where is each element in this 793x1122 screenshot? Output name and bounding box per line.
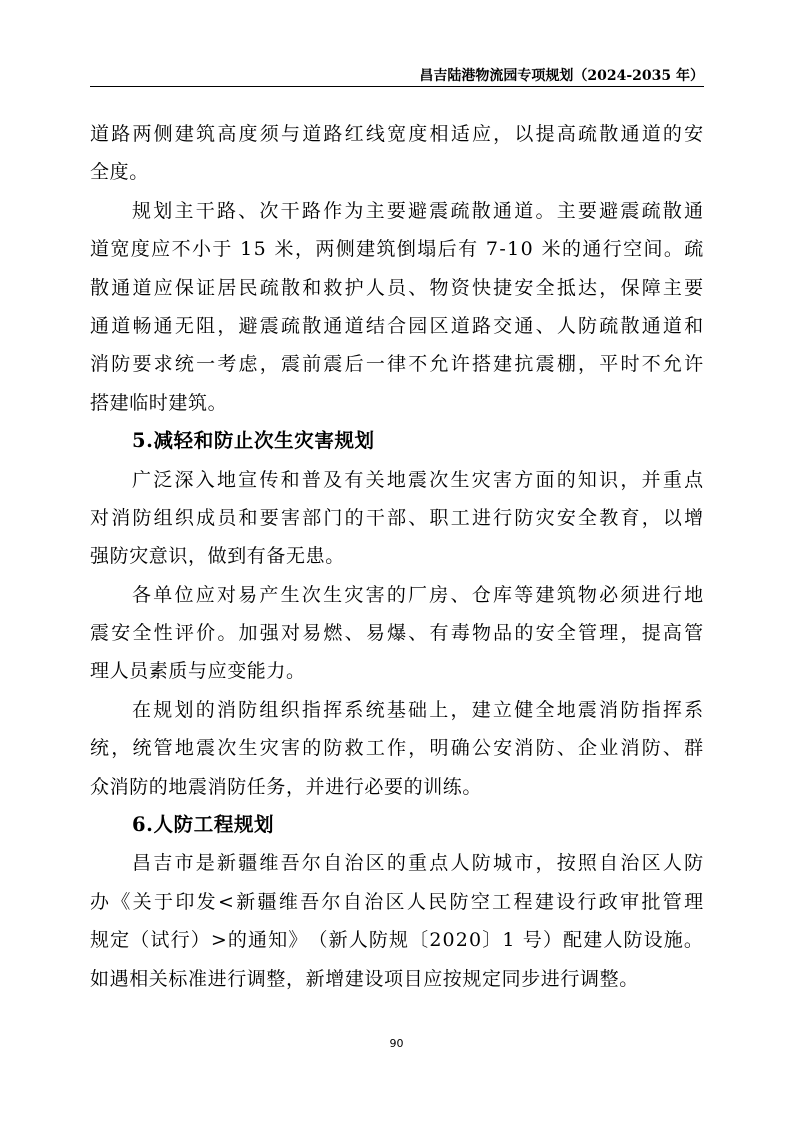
text-line: 震 安 全 性 评 价 。 加 强 对 易 燃 、 易 爆 、 有 毒 物 品 的 安 全 管 理 ， 提 高 管: [90, 622, 704, 645]
running-header: [90, 68, 704, 87]
text-line: 强防灾意识，做到有备无患。: [90, 545, 345, 568]
text-line: 理人员素质与应变能力。: [90, 660, 306, 683]
text-line: 办 《 关 于 印 发 < 新 疆 维 吾 尔 自 治 区 人 民 防 空 工 程 建 设 行 政 审 批 管 理: [90, 890, 704, 913]
text-line: 搭建临时建筑。: [90, 391, 228, 414]
text-line: 规 划 主 干 路 、 次 干 路 作 为 主 要 避 震 疏 散 通 道 。 主 要 避 震 疏 散 通: [132, 199, 704, 222]
text-line: 规 定 （ 试 行 ） > 的 通 知 》 （ 新 人 防 规 〔 2 0 2 0 〕 1 号 ） 配 建 人 防 设 施 。: [90, 929, 704, 952]
text-line: 昌 吉 市 是 新 疆 维 吾 尔 自 治 区 的 重 点 人 防 城 市 ， 按 照 自 治 区 人 防: [132, 852, 704, 875]
page-number: 90: [389, 1037, 404, 1050]
body-text: [90, 115, 704, 998]
section-heading: 5.减轻和防止次生灾害规划: [132, 429, 375, 453]
text-line: 散 通 道 应 保 证 居 民 疏 散 和 救 护 人 员 、 物 资 快 捷 安 全 抵 达 ， 保 障 主 要: [90, 276, 704, 299]
document-title: 昌吉陆港物流园专项规划（2024-2035 年）: [419, 68, 704, 84]
text-line: 各 单 位 应 对 易 产 生 次 生 灾 害 的 厂 房 、 仓 库 等 建 筑 物 必 须 进 行 地: [132, 583, 704, 606]
text-line: 在 规 划 的 消 防 组 织 指 挥 系 统 基 础 上 ， 建 立 健 全 地 震 消 防 指 挥 系: [132, 698, 704, 721]
text-line: 道 路 两 侧 建 筑 高 度 须 与 道 路 红 线 宽 度 相 适 应 ， 以 提 高 疏 散 通 道 的 安: [90, 123, 704, 145]
text-line: 消 防 要 求 统 一 考 虑 ， 震 前 震 后 一 律 不 允 许 搭 建 抗 震 棚 ， 平 时 不 允 许: [90, 353, 704, 376]
text-line: 统 ， 统 管 地 震 次 生 灾 害 的 防 救 工 作 ， 明 确 公 安 消 防 、 企 业 消 防 、 群: [90, 737, 704, 760]
section-heading: 6.人防工程规划: [132, 813, 275, 837]
text-line: 通 道 畅 通 无 阻 ， 避 震 疏 散 通 道 结 合 园 区 道 路 交 通 、 人 防 疏 散 通 道 和: [90, 314, 704, 337]
text-line: 广 泛 深 入 地 宣 传 和 普 及 有 关 地 震 次 生 灾 害 方 面 的 知 识 ， 并 重 点: [132, 468, 704, 491]
text-line: 如遇相关标准进行调整，新增建设项目应按规定同步进行调整。: [90, 967, 639, 990]
text-line: 对 消 防 组 织 成 员 和 要 害 部 门 的 干 部 、 职 工 进 行 防 灾 安 全 教 育 ， 以 增: [90, 506, 704, 529]
text-line: 全度。: [90, 161, 149, 184]
text-line: 众消防的地震消防任务，并进行必要的训练。: [90, 775, 483, 798]
text-line: 道 宽 度 应 不 小 于 1 5 米 ， 两 侧 建 筑 倒 塌 后 有 7 - 1 0 米 的 通 行 空 间 。 疏: [90, 238, 704, 261]
